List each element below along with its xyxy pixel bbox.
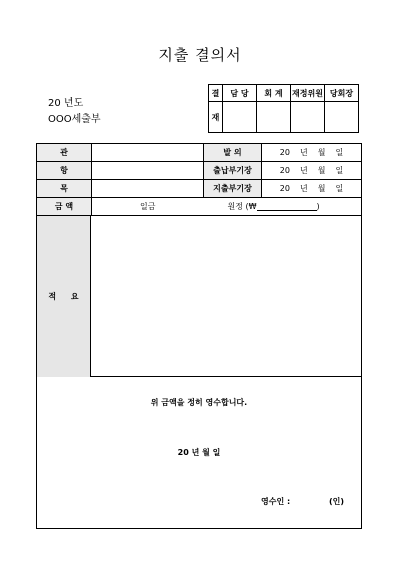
treasurer-date[interactable]: 20 년 월 일 [261, 162, 361, 179]
receipt-statement: 위 금액을 정히 영수합니다. [150, 398, 248, 407]
mok-label: 목 [37, 180, 91, 197]
form-row-mok [37, 180, 361, 198]
approval-sign-manager[interactable] [223, 102, 257, 133]
approval-box [208, 84, 359, 133]
hang-label: 항 [37, 162, 91, 179]
expense-date[interactable]: 20 년 월 일 [261, 180, 361, 197]
amount-prefix: 일금 [140, 202, 156, 211]
form-row-gwan [37, 144, 361, 162]
form-row-amount [37, 198, 361, 216]
expenditure-form [36, 143, 362, 529]
form-title: 지출 결의서 [158, 46, 242, 64]
amount-blank[interactable] [257, 202, 317, 211]
approval-col-finance: 재정위원 [291, 85, 325, 102]
gwan-field[interactable] [91, 144, 203, 161]
department-name: OOO세출부 [48, 114, 101, 125]
seal-mark[interactable]: (인) [329, 497, 345, 506]
mok-field[interactable] [91, 180, 203, 197]
notes-label: 적 요 [37, 216, 91, 377]
approval-label-top: 결 [209, 85, 223, 102]
issue-label: 발 의 [203, 144, 261, 161]
fiscal-year: 20 년도 [48, 98, 84, 109]
approval-col-manager: 담 당 [223, 85, 257, 102]
notes-field[interactable] [91, 216, 361, 376]
treasurer-label: 출납부기장 [203, 162, 261, 179]
expense-label: 지출부기장 [203, 180, 261, 197]
approval-col-chair: 당회장 [325, 85, 359, 102]
approval-label-bottom: 재 [209, 102, 223, 133]
receiver-label: 영수인 : [261, 497, 291, 506]
amount-field[interactable] [91, 198, 361, 215]
amount-label: 금 액 [37, 198, 91, 215]
issue-date[interactable]: 20 년 월 일 [261, 144, 361, 161]
gwan-label: 관 [37, 144, 91, 161]
approval-sign-chair[interactable] [325, 102, 359, 133]
amount-close: ) [316, 202, 320, 211]
approval-sign-accounting[interactable] [257, 102, 291, 133]
form-row-hang [37, 162, 361, 180]
hang-field[interactable] [91, 162, 203, 179]
receipt-date[interactable]: 20 년 월 일 [177, 448, 221, 457]
approval-sign-finance[interactable] [291, 102, 325, 133]
approval-col-accounting: 회 계 [257, 85, 291, 102]
amount-suffix: 원정 (₩ [227, 202, 257, 211]
